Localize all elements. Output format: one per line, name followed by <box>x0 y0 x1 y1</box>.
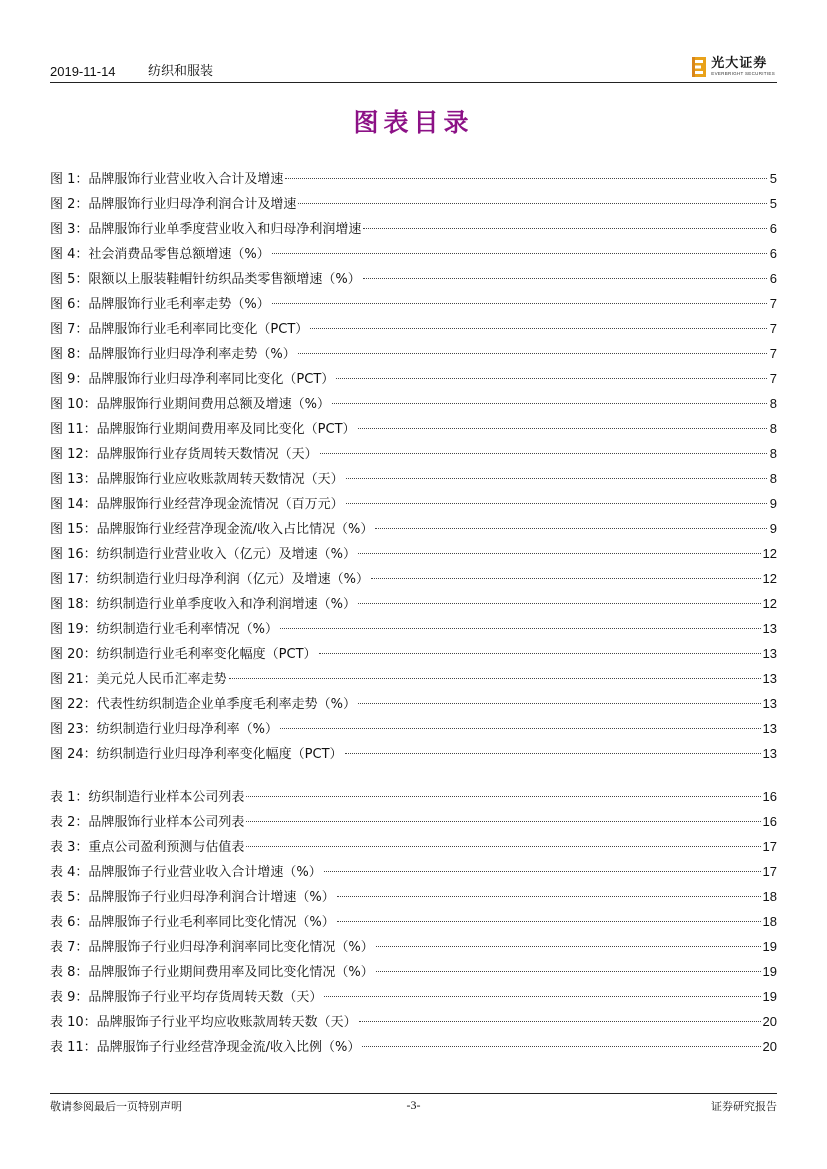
figure-toc-entry[interactable] <box>50 416 777 441</box>
toc-entry-page[interactable]: 13 <box>762 646 777 661</box>
toc-entry-label[interactable]: 图 14：品牌服饰行业经营净现金流情况（百万元） <box>50 497 344 512</box>
toc-entry-page[interactable]: 8 <box>769 421 777 436</box>
figure-toc-entry[interactable] <box>50 241 777 266</box>
figure-toc-entry[interactable] <box>50 316 777 341</box>
toc-entry-label[interactable]: 图 2：品牌服饰行业归母净利润合计及增速 <box>50 197 297 212</box>
toc-entry-page[interactable]: 19 <box>762 989 777 1004</box>
table-toc-entry[interactable] <box>50 784 777 809</box>
toc-entry-label[interactable]: 图 5：限额以上服装鞋帽针纺织品类零售额增速（%） <box>50 272 361 287</box>
figure-toc-entry[interactable] <box>50 166 777 191</box>
figure-toc-entry[interactable] <box>50 266 777 291</box>
dot-leader <box>346 478 767 479</box>
logo-chinese-name: 光大证券 <box>711 56 768 72</box>
dot-leader <box>310 328 767 329</box>
toc-entry-label[interactable]: 图 8：品牌服饰行业归母净利率走势（%） <box>50 347 296 362</box>
report-date: 2019-11-14 <box>50 64 116 79</box>
figure-toc-entry[interactable] <box>50 341 777 366</box>
toc-entry-page[interactable]: 17 <box>762 864 777 879</box>
toc-entry-page[interactable]: 13 <box>762 721 777 736</box>
toc-entry-label[interactable]: 图 24：纺织制造行业归母净利率变化幅度（PCT） <box>50 747 343 762</box>
disclaimer-note: 敬请参阅最后一页特别声明 <box>50 1100 182 1113</box>
toc-entry-page[interactable]: 7 <box>769 346 777 361</box>
dot-leader <box>337 921 761 922</box>
toc-entry-page[interactable]: 8 <box>769 446 777 461</box>
toc-entry-page[interactable]: 8 <box>769 396 777 411</box>
dot-leader <box>280 728 761 729</box>
toc-entry-label[interactable]: 表 11：品牌服饰子行业经营净现金流/收入比例（%） <box>50 1040 361 1055</box>
toc-entry-label[interactable]: 表 10：品牌服饰子行业平均应收账款周转天数（天） <box>50 1015 357 1030</box>
toc-entry-page[interactable]: 18 <box>762 914 777 929</box>
toc-entry-label[interactable]: 图 4：社会消费品零售总额增速（%） <box>50 247 270 262</box>
toc-entry-label[interactable]: 图 21：美元兑人民币汇率走势 <box>50 672 227 687</box>
dot-leader <box>272 253 767 254</box>
dot-leader <box>345 753 761 754</box>
toc-entry-page[interactable]: 13 <box>762 671 777 686</box>
page-header <box>50 56 777 83</box>
toc-entry-page[interactable]: 19 <box>762 939 777 954</box>
toc-entry-label[interactable]: 图 19：纺织制造行业毛利率情况（%） <box>50 622 279 637</box>
toc-entry-label[interactable]: 表 6：品牌服饰子行业毛利率同比变化情况（%） <box>50 915 335 930</box>
dot-leader <box>298 353 767 354</box>
toc-entry-page[interactable]: 6 <box>769 221 777 236</box>
table-toc-entry[interactable] <box>50 1034 777 1059</box>
dot-leader <box>320 453 767 454</box>
toc-entry-page[interactable]: 13 <box>762 621 777 636</box>
dot-leader <box>272 303 767 304</box>
figure-toc-entry[interactable] <box>50 466 777 491</box>
logo-english-name: EVERBRIGHT SECURITIES <box>711 71 775 77</box>
figure-toc-entry[interactable] <box>50 441 777 466</box>
toc-entry-label[interactable]: 图 1：品牌服饰行业营业收入合计及增速 <box>50 172 284 187</box>
figure-toc-entry[interactable] <box>50 566 777 591</box>
dot-leader <box>371 578 761 579</box>
toc-entry-page[interactable]: 5 <box>769 171 777 186</box>
everbright-logo-icon <box>691 56 707 78</box>
toc-entry-label[interactable]: 表 5：品牌服饰子行业归母净利润合计增速（%） <box>50 890 335 905</box>
toc-entry-label[interactable]: 图 13：品牌服饰行业应收账款周转天数情况（天） <box>50 472 344 487</box>
dot-leader <box>246 821 760 822</box>
toc-entry-page[interactable]: 18 <box>762 889 777 904</box>
company-logo <box>691 55 775 79</box>
toc-entry-label[interactable]: 表 4：品牌服饰子行业营业收入合计增速（%） <box>50 865 322 880</box>
toc-entry-page[interactable]: 20 <box>762 1014 777 1029</box>
figure-toc-entry[interactable] <box>50 291 777 316</box>
dot-leader <box>358 428 767 429</box>
toc-entry-page[interactable]: 16 <box>762 814 777 829</box>
figure-toc-entry[interactable] <box>50 716 777 741</box>
toc-entry-label[interactable]: 图 11：品牌服饰行业期间费用率及同比变化（PCT） <box>50 422 356 437</box>
toc-entry-label[interactable]: 图 10：品牌服饰行业期间费用总额及增速（%） <box>50 397 331 412</box>
dot-leader <box>376 971 761 972</box>
toc-entry-page[interactable]: 7 <box>769 371 777 386</box>
dot-leader <box>324 871 761 872</box>
page-footer <box>50 1093 777 1120</box>
dot-leader <box>358 603 761 604</box>
toc-entry-label[interactable]: 图 23：纺织制造行业归母净利率（%） <box>50 722 279 737</box>
toc-entry-label[interactable]: 表 2：品牌服饰行业样本公司列表 <box>50 815 245 830</box>
dot-leader <box>298 203 767 204</box>
figure-toc-entry[interactable] <box>50 666 777 691</box>
table-toc-entry[interactable] <box>50 834 777 859</box>
toc-entry-page[interactable]: 13 <box>762 696 777 711</box>
toc-entry-page[interactable]: 20 <box>762 1039 777 1054</box>
figure-toc-entry[interactable] <box>50 216 777 241</box>
figure-toc-entry[interactable] <box>50 641 777 666</box>
toc-entry-page[interactable]: 16 <box>762 789 777 804</box>
dot-leader <box>362 1046 760 1047</box>
table-toc-entry[interactable] <box>50 959 777 984</box>
table-toc-entry[interactable] <box>50 884 777 909</box>
dot-leader <box>246 796 760 797</box>
toc-entry-label[interactable]: 图 22：代表性纺织制造企业单季度毛利率走势（%） <box>50 697 357 712</box>
dot-leader <box>358 703 761 704</box>
page-title: 图表目录 <box>353 108 474 137</box>
table-toc-entry[interactable] <box>50 984 777 1009</box>
table-list <box>50 784 777 1059</box>
toc-entry-page[interactable]: 12 <box>762 546 777 561</box>
figure-toc-entry[interactable] <box>50 366 777 391</box>
toc-entry-label[interactable]: 图 6：品牌服饰行业毛利率走势（%） <box>50 297 270 312</box>
toc-entry-label[interactable]: 图 9：品牌服饰行业归母净利率同比变化（PCT） <box>50 372 335 387</box>
dot-leader <box>336 378 767 379</box>
toc-entry-page[interactable]: 9 <box>769 496 777 511</box>
toc-entry-label[interactable]: 图 15：品牌服饰行业经营净现金流/收入占比情况（%） <box>50 522 374 537</box>
industry-label: 纺织和服装 <box>148 64 214 79</box>
dot-leader <box>285 178 767 179</box>
toc-entry-label[interactable]: 图 20：纺织制造行业毛利率变化幅度（PCT） <box>50 647 317 662</box>
figure-toc-entry[interactable] <box>50 491 777 516</box>
dot-leader <box>375 528 767 529</box>
toc-entry-page[interactable]: 7 <box>769 296 777 311</box>
dot-leader <box>363 278 767 279</box>
dot-leader <box>280 628 761 629</box>
figure-toc-entry[interactable] <box>50 691 777 716</box>
figure-toc-entry[interactable] <box>50 541 777 566</box>
dot-leader <box>346 503 767 504</box>
figure-toc-entry[interactable] <box>50 191 777 216</box>
toc-entry-label[interactable]: 图 3：品牌服饰行业单季度营业收入和归母净利润增速 <box>50 222 362 237</box>
toc-entry-page[interactable]: 8 <box>769 471 777 486</box>
figure-toc-entry[interactable] <box>50 391 777 416</box>
toc-entry-page[interactable]: 7 <box>769 321 777 336</box>
toc-entry-page[interactable]: 17 <box>762 839 777 854</box>
page-number: -3- <box>406 1098 421 1112</box>
dot-leader <box>359 1021 761 1022</box>
table-toc-entry[interactable] <box>50 909 777 934</box>
toc-entry-page[interactable]: 19 <box>762 964 777 979</box>
table-toc-entry[interactable] <box>50 934 777 959</box>
toc-entry-page[interactable]: 12 <box>762 596 777 611</box>
dot-leader <box>363 228 767 229</box>
dot-leader <box>358 553 761 554</box>
dot-leader <box>319 653 761 654</box>
dot-leader <box>337 896 761 897</box>
table-toc-entry[interactable] <box>50 809 777 834</box>
dot-leader <box>332 403 767 404</box>
toc-entry-page[interactable]: 5 <box>769 196 777 211</box>
table-toc-entry[interactable] <box>50 859 777 884</box>
toc-entry-page[interactable]: 9 <box>769 521 777 536</box>
dot-leader <box>376 946 761 947</box>
toc-entry-label[interactable]: 图 16：纺织制造行业营业收入（亿元）及增速（%） <box>50 547 357 562</box>
table-toc-entry[interactable] <box>50 1009 777 1034</box>
toc-entry-label[interactable]: 图 12：品牌服饰行业存货周转天数情况（天） <box>50 447 318 462</box>
figure-list <box>50 166 777 766</box>
toc-entry-label[interactable]: 图 17：纺织制造行业归母净利润（亿元）及增速（%） <box>50 572 370 587</box>
toc-entry-label[interactable]: 图 18：纺织制造行业单季度收入和净利润增速（%） <box>50 597 357 612</box>
toc-entry-label[interactable]: 表 1：纺织制造行业样本公司列表 <box>50 790 245 805</box>
toc-entry-label[interactable]: 图 7：品牌服饰行业毛利率同比变化（PCT） <box>50 322 309 337</box>
figure-toc-entry[interactable] <box>50 516 777 541</box>
figure-toc-entry[interactable] <box>50 616 777 641</box>
report-type: 证券研究报告 <box>711 1100 777 1113</box>
toc-entry-label[interactable]: 表 7：品牌服饰子行业归母净利润率同比变化情况（%） <box>50 940 374 955</box>
toc-entry-label[interactable]: 表 8：品牌服饰子行业期间费用率及同比变化情况（%） <box>50 965 374 980</box>
toc-entry-label[interactable]: 表 3：重点公司盈利预测与估值表 <box>50 840 245 855</box>
figure-toc-entry[interactable] <box>50 591 777 616</box>
dot-leader <box>246 846 760 847</box>
toc-entry-label[interactable]: 表 9：品牌服饰子行业平均存货周转天数（天） <box>50 990 323 1005</box>
dot-leader <box>324 996 760 997</box>
dot-leader <box>229 678 761 679</box>
figure-toc-entry[interactable] <box>50 741 777 766</box>
toc-entry-page[interactable]: 13 <box>762 746 777 761</box>
toc-entry-page[interactable]: 12 <box>762 571 777 586</box>
toc-entry-page[interactable]: 6 <box>769 271 777 286</box>
toc-entry-page[interactable]: 6 <box>769 246 777 261</box>
